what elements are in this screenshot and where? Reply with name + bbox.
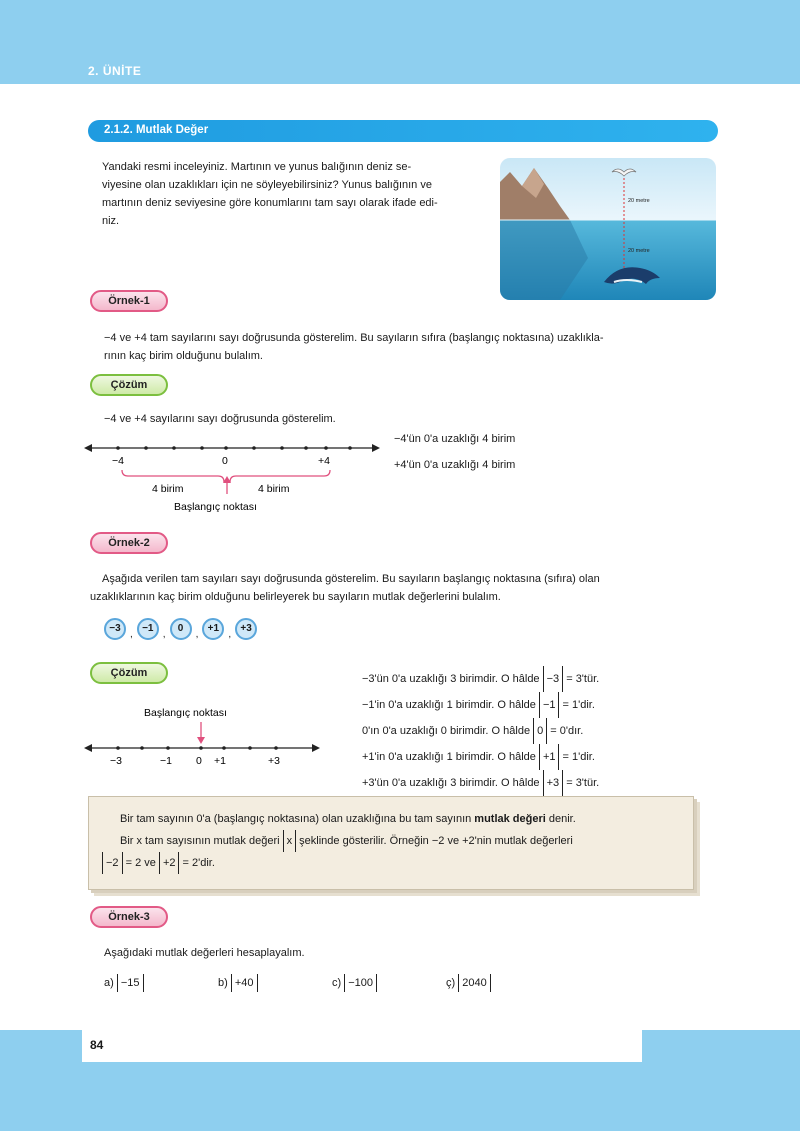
- exercise-item: [218, 974, 258, 992]
- result-text: = 1'dir.: [559, 751, 595, 763]
- result-line: [362, 770, 599, 796]
- result-text: = 3'tür.: [563, 777, 600, 789]
- section-title: 2.1.2. Mutlak Değer: [104, 124, 209, 136]
- page-number: 84: [90, 1038, 104, 1052]
- definition-part: = 2 ve: [122, 857, 159, 869]
- tick-label: +3: [268, 755, 280, 767]
- example-3-text: Aşağıdaki mutlak değerleri hesaplayalım.: [104, 947, 305, 959]
- definition-part: Bir x tam sayısının mutlak değeri: [120, 835, 283, 847]
- result-text: = 1'dir.: [559, 699, 595, 711]
- tick-label: −4: [112, 455, 124, 467]
- solution-1-result: +4'ün 0'a uzaklığı 4 birim: [394, 459, 516, 471]
- intro-line: viyesine olan uzaklıkları için ne söyleyebilirsiniz? Yunus balığının ve: [102, 179, 432, 191]
- number-circle: 0: [170, 618, 192, 640]
- number-circle: −1: [137, 618, 159, 640]
- example-2-label: Örnek-2: [90, 532, 168, 554]
- definition-part: Bir tam sayının 0'a (başlangıç noktasına) olan uzaklığına bu tam sayının: [120, 813, 475, 825]
- number-circle: −3: [104, 618, 126, 640]
- result-text: +1'in 0'a uzaklığı 1 birimdir. O hâlde: [362, 751, 539, 763]
- definition-text: [102, 808, 692, 874]
- unit-label: 2. ÜNİTE: [88, 64, 142, 78]
- origin-label: Başlangıç noktası: [144, 707, 227, 719]
- absolute-value: −3: [543, 666, 564, 692]
- text-line: rının kaç birim olduğunu bulalım.: [104, 350, 263, 362]
- result-line: [362, 666, 599, 692]
- tick-label: 0: [196, 755, 202, 767]
- tick-label: +4: [318, 455, 330, 467]
- exercise-letter: a): [104, 977, 114, 989]
- origin-label: Başlangıç noktası: [174, 501, 257, 513]
- absolute-value: +3: [543, 770, 564, 796]
- definition-part: denir.: [545, 813, 576, 825]
- number-set: −3 , −1 , 0 , +1 , +3: [104, 618, 257, 640]
- text-line: −4 ve +4 tam sayılarını sayı doğrusunda gösterelim. Bu sayıların sıfıra (başlangıç noktasına) uzaklıkla-: [104, 332, 604, 344]
- solution-2-label: Çözüm: [90, 662, 168, 684]
- definition-line: [102, 830, 692, 852]
- text-line: Aşağıda verilen tam sayıları sayı doğrusunda gösterelim. Bu sayıların başlangıç noktasına (sıfıra) olan: [102, 573, 600, 585]
- result-text: = 0'dır.: [547, 725, 584, 737]
- tick-label: +1: [214, 755, 226, 767]
- distance-label-top: 20 metre: [628, 198, 650, 204]
- text-line: uzaklıklarının kaç birim olduğunu belirleyerek bu sayıların mutlak değerlerini bulalım.: [90, 591, 501, 603]
- example-1-text: [104, 329, 724, 365]
- solution-2-results: [362, 666, 599, 796]
- result-line: [362, 692, 599, 718]
- brace-label: 4 birim: [258, 483, 290, 495]
- absolute-value: x: [283, 830, 297, 852]
- result-text: −3'ün 0'a uzaklığı 3 birimdir. O hâlde: [362, 673, 543, 685]
- number-circle: +3: [235, 618, 257, 640]
- number-circle: +1: [202, 618, 224, 640]
- absolute-value: +40: [231, 974, 258, 992]
- solution-1-result: −4'ün 0'a uzaklığı 4 birim: [394, 433, 516, 445]
- exercise-letter: c): [332, 977, 342, 989]
- definition-part: = 2'dir.: [179, 857, 215, 869]
- sea-illustration: [500, 158, 716, 300]
- tick-label: −1: [160, 755, 172, 767]
- example-1-label: Örnek-1: [90, 290, 168, 312]
- absolute-value: −1: [539, 692, 560, 718]
- absolute-value: 2040: [458, 974, 490, 992]
- page-number-area: [82, 1030, 642, 1062]
- distance-label-bottom: 20 metre: [628, 248, 650, 254]
- definition-part: şeklinde gösterilir. Örneğin −2 ve +2'nin mutlak değerleri: [296, 835, 573, 847]
- solution-1-text: −4 ve +4 sayılarını sayı doğrusunda gösterelim.: [104, 413, 336, 425]
- number-line-1: [84, 438, 384, 520]
- absolute-value: −2: [102, 852, 123, 874]
- intro-line: niz.: [102, 215, 120, 227]
- intro-paragraph: [102, 158, 494, 230]
- exercise-item: [446, 974, 491, 992]
- absolute-value: 0: [533, 718, 547, 744]
- exercise-letter: ç): [446, 977, 456, 989]
- result-line: [362, 744, 599, 770]
- result-text: = 3'tür.: [563, 673, 600, 685]
- absolute-value: +1: [539, 744, 560, 770]
- intro-line: Yandaki resmi inceleyiniz. Martının ve yunus balığının deniz se-: [102, 161, 412, 173]
- tick-label: −3: [110, 755, 122, 767]
- solution-1-label: Çözüm: [90, 374, 168, 396]
- exercise-item: [104, 974, 144, 992]
- absolute-value: +2: [159, 852, 180, 874]
- definition-term: mutlak değeri: [474, 813, 546, 825]
- result-line: [362, 718, 599, 744]
- exercise-letter: b): [218, 977, 228, 989]
- exercise-item: [332, 974, 377, 992]
- example-3-label: Örnek-3: [90, 906, 168, 928]
- result-text: −1'in 0'a uzaklığı 1 birimdir. O hâlde: [362, 699, 539, 711]
- result-text: +3'ün 0'a uzaklığı 3 birimdir. O hâlde: [362, 777, 543, 789]
- intro-line: martının deniz seviyesine göre konumlarını tam sayı olarak ifade edi-: [102, 197, 438, 209]
- brace-label: 4 birim: [152, 483, 184, 495]
- result-text: 0'ın 0'a uzaklığı 0 birimdir. O hâlde: [362, 725, 534, 737]
- definition-line: [102, 852, 692, 874]
- absolute-value: −15: [117, 974, 144, 992]
- number-line-2: [84, 700, 324, 774]
- definition-line: [102, 808, 692, 830]
- absolute-value: −100: [344, 974, 377, 992]
- tick-label: 0: [222, 455, 228, 467]
- example-2-text: [90, 570, 730, 606]
